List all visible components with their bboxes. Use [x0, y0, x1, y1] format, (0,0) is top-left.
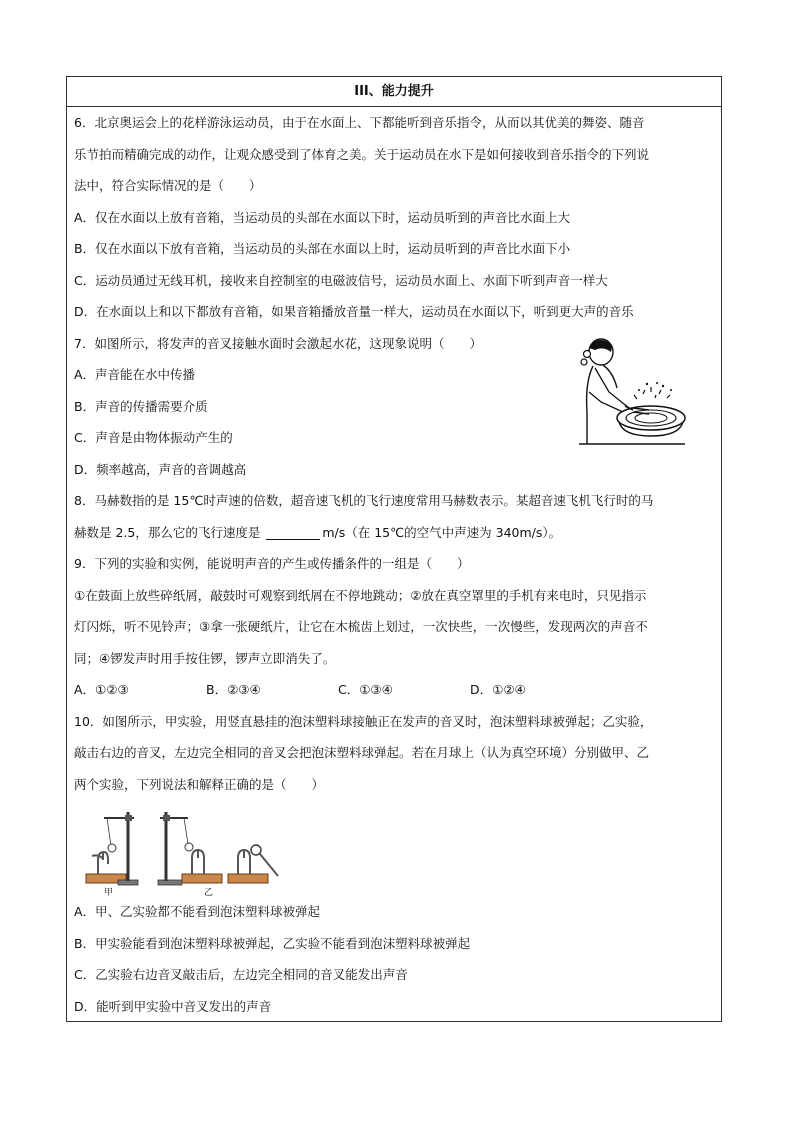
fig-label-yi: 乙: [204, 888, 214, 898]
q6-stem-line-3: 法中，符合实际情况的是（ ）: [74, 178, 262, 193]
q10-stem-line-3: 两个实验，下列说法和解释正确的是（ ）: [74, 776, 325, 792]
q8-answer-blank[interactable]: [266, 525, 320, 540]
q7-stem: 7．如图所示，将发声的音叉接触水面时会激起水花，这现象说明（ ）: [74, 335, 482, 351]
q9-option-c: C．①③④: [338, 682, 393, 697]
q10-stem-line-2: 敲击右边的音叉，左边完全相同的音叉会把泡沫塑料球弹起。若在月球上（认为真空环境）分别做甲、乙: [74, 745, 650, 760]
tuning-fork-experiments-diagram: [78, 802, 288, 898]
q10-stem-line-1: 10．如图所示，甲实验，用竖直悬挂的泡沫塑料球接触正在发声的音叉时，泡沫塑料球被弹起；乙实验，: [74, 713, 653, 729]
section-title: III、能力提升: [67, 77, 721, 107]
tuning-fork-water-illustration: [573, 332, 693, 450]
q7-block: [74, 328, 715, 486]
q10-option-a: A．甲、乙实验都不能看到泡沫塑料球被弹起: [74, 904, 321, 919]
q6-option-b: B．仅在水面以下放有音箱，当运动员的头部在水面以上时，运动员听到的声音比水面下小: [74, 241, 571, 256]
q7-option-d: D．频率越高，声音的音调越高: [74, 461, 247, 477]
q10-option-d: D．能听到甲实验中音叉发出的声音: [74, 998, 272, 1014]
q6-option-d: D．在水面以上和以下都放有音箱，如果音箱播放音量一样大，运动员在水面以下，听到更大声的音乐: [74, 304, 634, 319]
q8-line-2-suffix: m/s（在 15℃的空气中声速为 340m/s）。: [322, 524, 562, 540]
q10-figure: [74, 800, 715, 896]
q10-option-c: C．乙实验右边音叉敲击后，左边完全相同的音叉能发出声音: [74, 967, 408, 982]
q9-stem: 9．下列的实验和实例，能说明声音的产生或传播条件的一组是（ ）: [74, 556, 470, 571]
q6-stem-line-1: 6．北京奥运会上的花样游泳运动员，由于在水面上、下都能听到音乐指令，从而以其优美的舞姿、随音: [74, 115, 645, 130]
q9-body-line-2: 灯闪烁，听不见铃声；③拿一张硬纸片，让它在木梳齿上划过，一次快些，一次慢些，发现两次的声音不: [74, 619, 648, 634]
q7-option-c: C．声音是由物体振动产生的: [74, 430, 233, 445]
q9-option-a: A．①②③: [74, 682, 129, 697]
q9-options: [74, 674, 715, 706]
q9-option-d: D．①②④: [470, 682, 526, 697]
q6-option-c: C．运动员通过无线耳机，接收来自控制室的电磁波信号，运动员水面上、水面下听到声音一样大: [74, 272, 608, 288]
q10-option-b: B．甲实验能看到泡沫塑料球被弹起，乙实验不能看到泡沫塑料球被弹起: [74, 935, 471, 951]
q6-option-a: A．仅在水面以上放有音箱，当运动员的头部在水面以下时，运动员听到的声音比水面上大: [74, 209, 571, 225]
q8-line-1: 8．马赫数指的是 15℃时声速的倍数，超音速飞机的飞行速度常用马赫数表示。某超音速飞机飞行时的马: [74, 493, 654, 508]
q9-option-b: B．②③④: [206, 682, 261, 697]
q6-stem-line-2: 乐节拍而精确完成的动作，让观众感受到了体育之美。关于运动员在水下是如何接收到音乐指令的下列说: [74, 146, 650, 162]
questions-content: [67, 107, 721, 1022]
q8-line-2: [74, 517, 715, 549]
question-box: [66, 76, 722, 1022]
fig-label-jia: 甲: [104, 888, 114, 898]
q9-body-line-1: ①在鼓面上放些碎纸屑，敲鼓时可观察到纸屑在不停地跳动；②放在真空罩里的手机有来电时，只见指示: [74, 587, 647, 603]
q7-option-a: A．声音能在水中传播: [74, 367, 196, 382]
q9-body-line-3: 同；④锣发声时用手按住锣，锣声立即消失了。: [74, 650, 336, 666]
q8-line-2-prefix: 赫数是 2.5，那么它的飞行速度是: [74, 524, 265, 540]
q7-option-b: B．声音的传播需要介质: [74, 398, 208, 414]
